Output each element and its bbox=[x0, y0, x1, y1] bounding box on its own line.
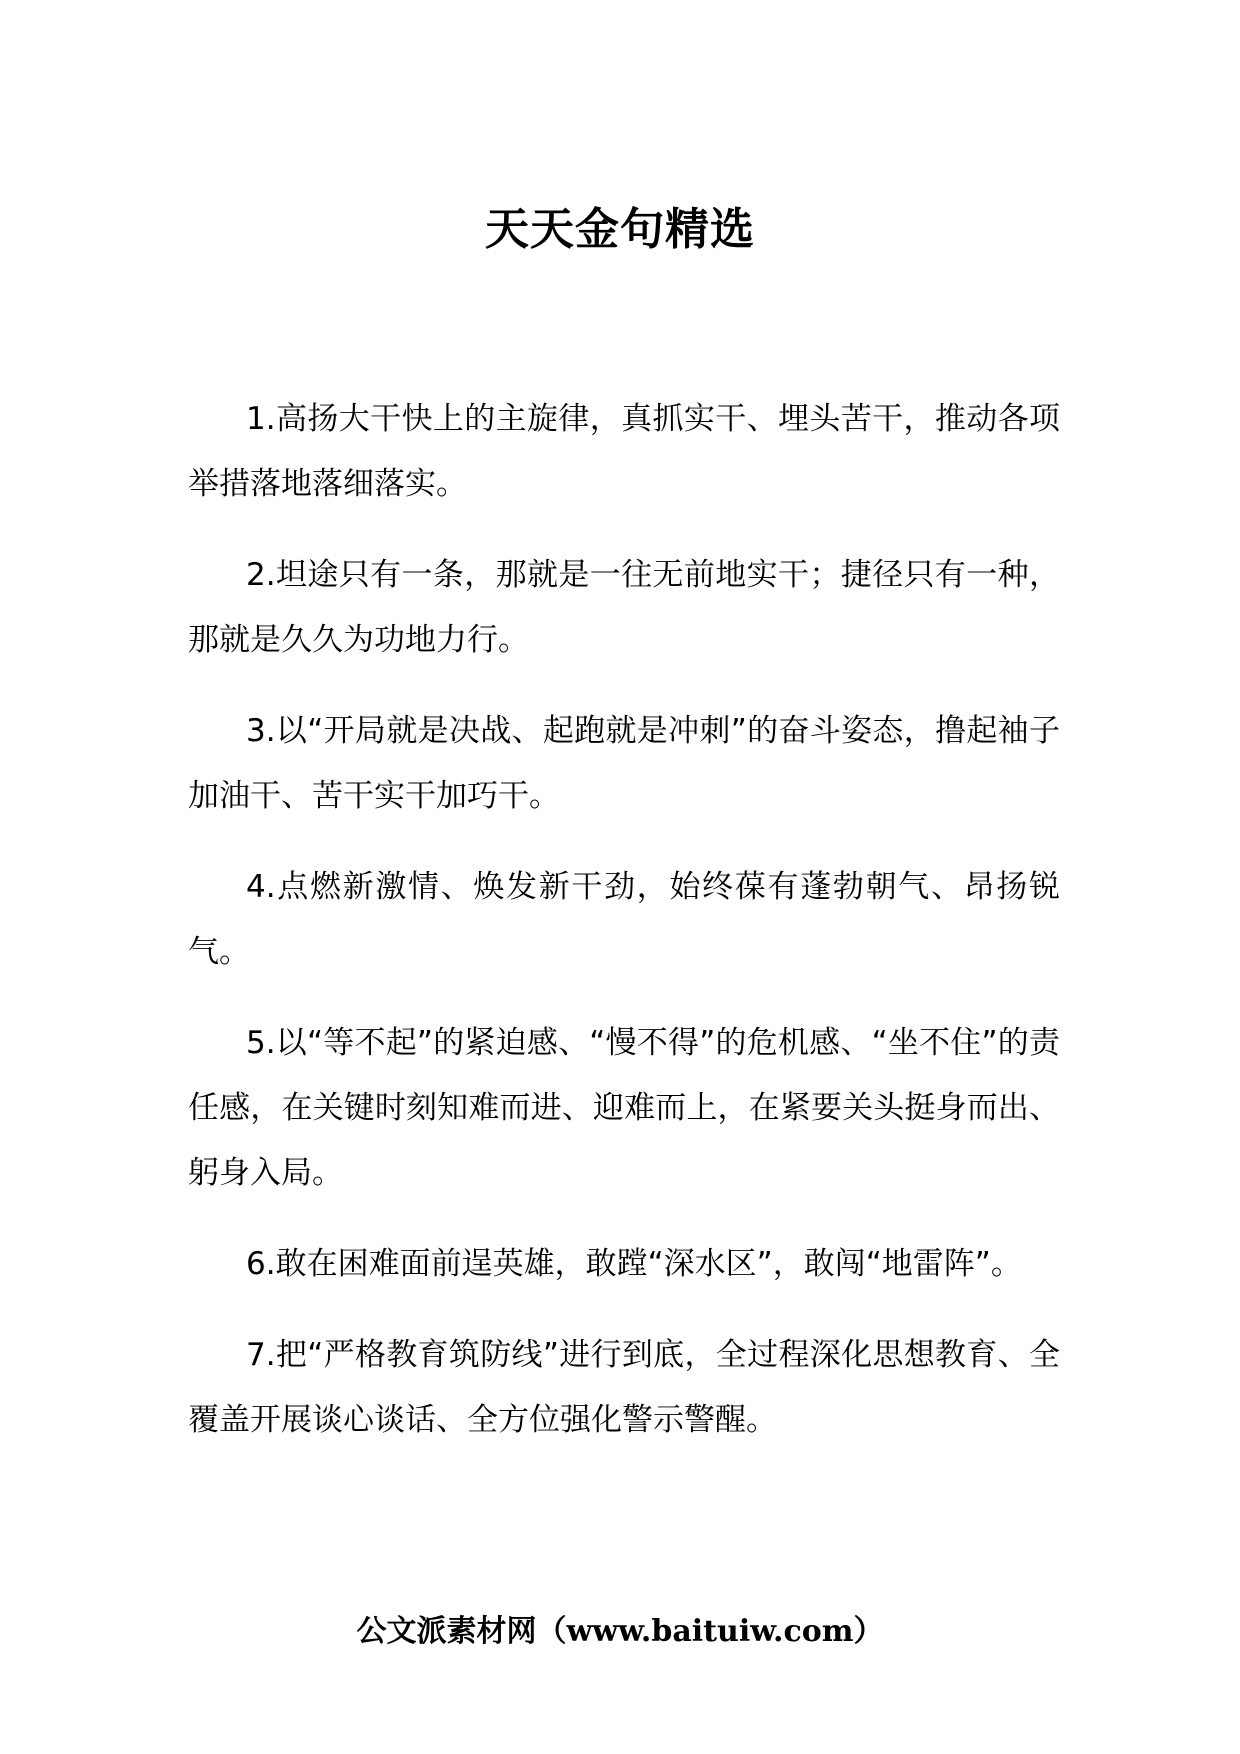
document-body bbox=[188, 387, 1060, 1479]
paragraph-2: 2.坦途只有一条，那就是一往无前地实干；捷径只有一种，那就是久久为功地力行。 bbox=[188, 557, 1060, 658]
paragraph-1: 1.高扬大干快上的主旋律，真抓实干、埋头苦干，推动各项举措落地落细落实。 bbox=[188, 401, 1060, 502]
paragraph-6: 6.敢在困难面前逞英雄，敢蹚“深水区”，敢闯“地雷阵”。 bbox=[246, 1246, 1022, 1282]
footer-source: 公文派素材网（www.baituiw.com） bbox=[356, 1614, 884, 1649]
paragraph-4: 4.点燃新激情、焕发新干劲，始终葆有蓬勃朝气、昂扬锐气。 bbox=[188, 869, 1060, 970]
paragraph-5: 5.以“等不起”的紧迫感、“慢不得”的危机感、“坐不住”的责任感，在关键时刻知难而进、迎难而上，在紧要关头挺身而出、躬身入局。 bbox=[188, 1025, 1060, 1191]
document-title: 天天金句精选 bbox=[485, 204, 755, 255]
paragraph-3: 3.以“开局就是决战、起跑就是冲刺”的奋斗姿态，撸起袖子加油干、苦干实干加巧干。 bbox=[188, 713, 1060, 814]
paragraph-7: 7.把“严格教育筑防线”进行到底，全过程深化思想教育、全覆盖开展谈心谈话、全方位强化警示警醒。 bbox=[188, 1337, 1060, 1438]
